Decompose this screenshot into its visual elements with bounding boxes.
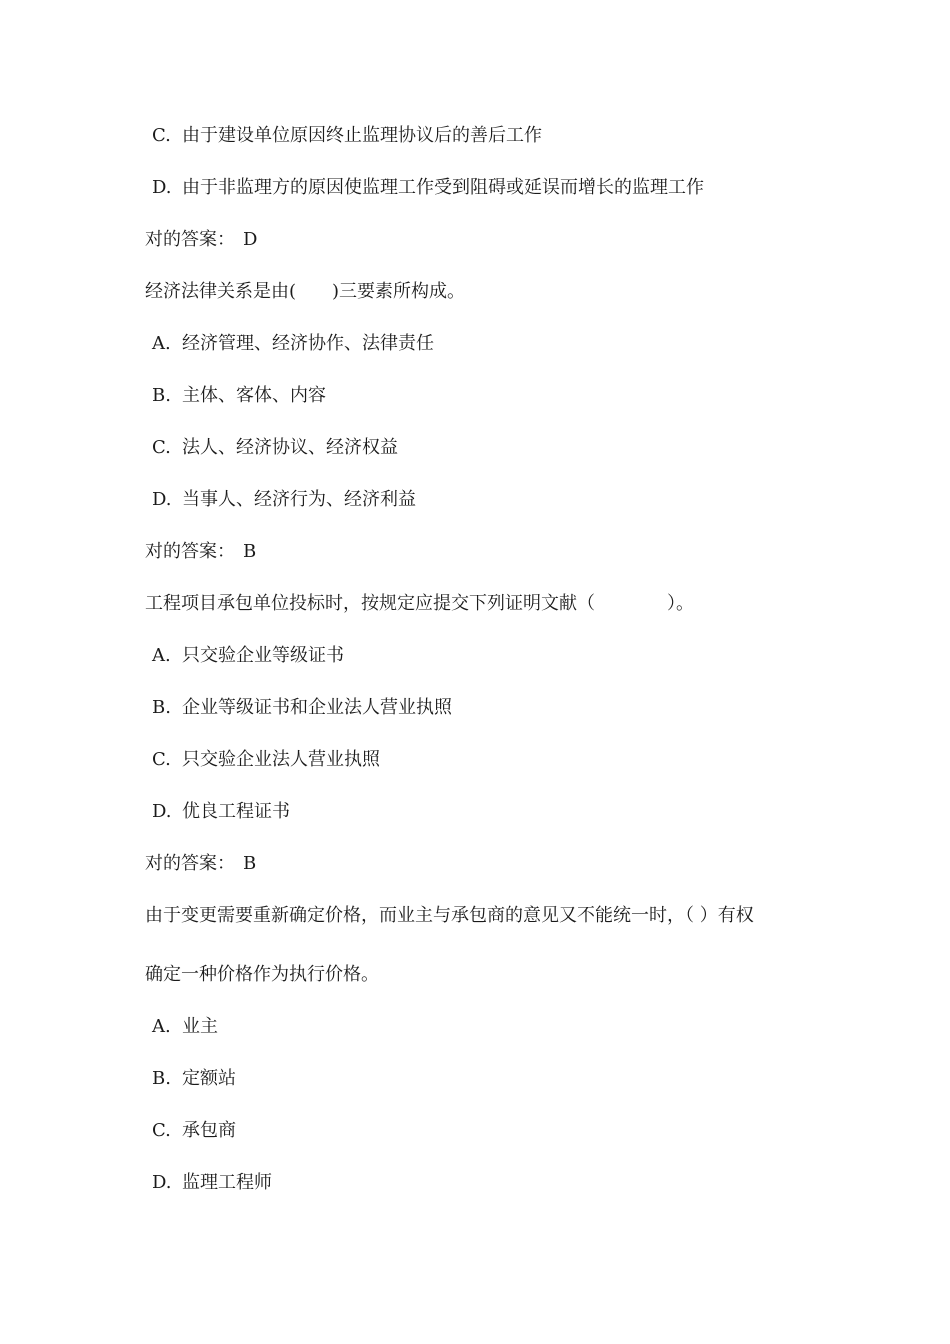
option-letter: B.	[152, 385, 171, 406]
option-letter: A.	[152, 1016, 171, 1037]
answer-label: 对的答案：	[145, 853, 235, 874]
option-text: 只交验企业等级证书	[182, 645, 344, 666]
option-text: 企业等级证书和企业法人营业执照	[182, 697, 452, 718]
option-d	[152, 800, 290, 824]
answer-label: 对的答案：	[145, 229, 235, 250]
question-stem-line-1: 由于变更需要重新确定价格，而业主与承包商的意见又不能统一时，（ ）有权	[145, 905, 754, 926]
option-b	[152, 696, 452, 720]
option-letter: D.	[152, 489, 172, 510]
option-d	[152, 488, 416, 512]
answer-line	[145, 540, 256, 564]
option-letter: B.	[152, 1068, 171, 1089]
option-letter: C.	[152, 749, 171, 770]
option-text: 优良工程证书	[182, 801, 290, 822]
option-b	[152, 384, 326, 408]
option-letter: D.	[152, 177, 172, 198]
option-c	[152, 124, 542, 148]
option-letter: A.	[152, 333, 171, 354]
option-text: 由于建设单位原因终止监理协议后的善后工作	[182, 125, 542, 146]
option-text: 监理工程师	[182, 1172, 272, 1193]
answer-value: B	[243, 853, 257, 874]
option-letter: D.	[152, 1172, 172, 1193]
option-letter: C.	[152, 437, 171, 458]
option-text: 法人、经济协议、经济权益	[182, 437, 398, 458]
option-text: 业主	[182, 1016, 218, 1037]
option-c	[152, 1119, 236, 1143]
option-c	[152, 748, 380, 772]
answer-line	[145, 852, 256, 876]
question-stem: 经济法律关系是由( )三要素所构成。	[145, 281, 466, 302]
option-letter: D.	[152, 801, 172, 822]
option-c	[152, 436, 398, 460]
option-b	[152, 1067, 236, 1091]
option-d	[152, 176, 704, 200]
option-text: 只交验企业法人营业执照	[182, 749, 380, 770]
answer-value: D	[243, 229, 258, 250]
option-letter: A.	[152, 645, 171, 666]
answer-value: B	[243, 541, 257, 562]
question-stem-line-2: 确定一种价格作为执行价格。	[145, 964, 379, 985]
option-text: 承包商	[182, 1120, 236, 1141]
option-text: 定额站	[182, 1068, 236, 1089]
option-letter: C.	[152, 125, 171, 146]
option-a	[152, 1015, 218, 1039]
option-a	[152, 332, 434, 356]
option-letter: C.	[152, 1120, 171, 1141]
option-text: 主体、客体、内容	[182, 385, 326, 406]
question-stem: 工程项目承包单位投标时，按规定应提交下列证明文献（ ）。	[145, 593, 694, 614]
answer-line	[145, 228, 257, 252]
option-letter: B.	[152, 697, 171, 718]
option-a	[152, 644, 344, 668]
option-text: 由于非监理方的原因使监理工作受到阻碍或延误而增长的监理工作	[182, 177, 704, 198]
option-text: 经济管理、经济协作、法律责任	[182, 333, 434, 354]
option-text: 当事人、经济行为、经济利益	[182, 489, 416, 510]
option-d	[152, 1171, 272, 1195]
answer-label: 对的答案：	[145, 541, 235, 562]
